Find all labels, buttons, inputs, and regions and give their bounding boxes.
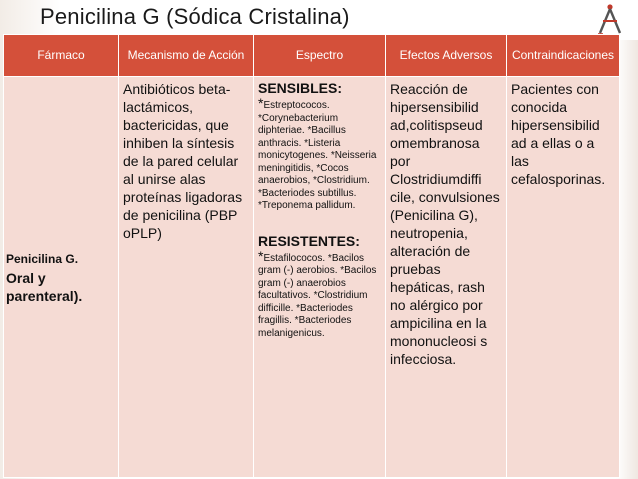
resistentes-heading: RESISTENTES:	[258, 232, 360, 249]
cell-espectro	[254, 77, 386, 478]
header-efectos: Efectos Adversos	[386, 35, 507, 77]
cell-farmaco	[4, 77, 119, 478]
header-farmaco: Fármaco	[4, 35, 119, 77]
farmaco-name: Penicilina G.	[6, 252, 79, 266]
header-contraindicaciones: Contraindicaciones	[507, 35, 620, 77]
cell-mecanismo	[119, 77, 254, 478]
contraindicaciones-text: Pacientes con conocida hipersensibilid ad a ellas o a las cefalosporinas.	[511, 81, 606, 187]
resistentes-list: *Estafilococos. *Bacilos gram (-) aerobios. *Bacilos gram (-) anaerobios facultativos. *Clostridium difficille. *Bacteriodes fragillis. *Bacteriodes melanigenicus.	[258, 247, 377, 339]
sensibles-heading: SENSIBLES:	[258, 80, 343, 96]
mecanismo-text: Antibióticos beta-lactámicos, bactericidas, que inhiben la síntesis de la pared celular al unirse alas proteínas ligadoras de penicilina (PBP oPLP)	[123, 81, 243, 241]
cell-contraindicaciones	[507, 77, 620, 478]
drawing-compass-icon	[595, 3, 625, 35]
table-header-row	[4, 35, 620, 77]
page-title: Penicilina G (Sódica Cristalina)	[40, 4, 350, 29]
header-espectro: Espectro	[254, 35, 386, 77]
sensibles-list: *Estreptococos. *Corynebacterium diphteriae. *Bacillus anthracis. *Listeria monicytogenes. *Neisseria meningitidis, *Cocos anaerobios, *Clostridium. *Bacteriodes subtillus. *Treponema pallidum.	[258, 95, 377, 211]
efectos-text: Reacción de hipersensibilid ad,colitispseud omembranosa por Clostridiumdiffi cile, convulsiones (Penicilina G), neutropenia, alteración de pruebas hepáticas, rash no alérgico por ampicilina en la mononucleosi s infecciosa.	[390, 81, 500, 367]
drug-info-table	[3, 34, 620, 478]
cell-efectos	[386, 77, 507, 478]
table-row	[4, 77, 620, 478]
header-mecanismo: Mecanismo de Acción	[119, 35, 254, 77]
farmaco-route: Oral y parenteral).	[6, 270, 83, 304]
